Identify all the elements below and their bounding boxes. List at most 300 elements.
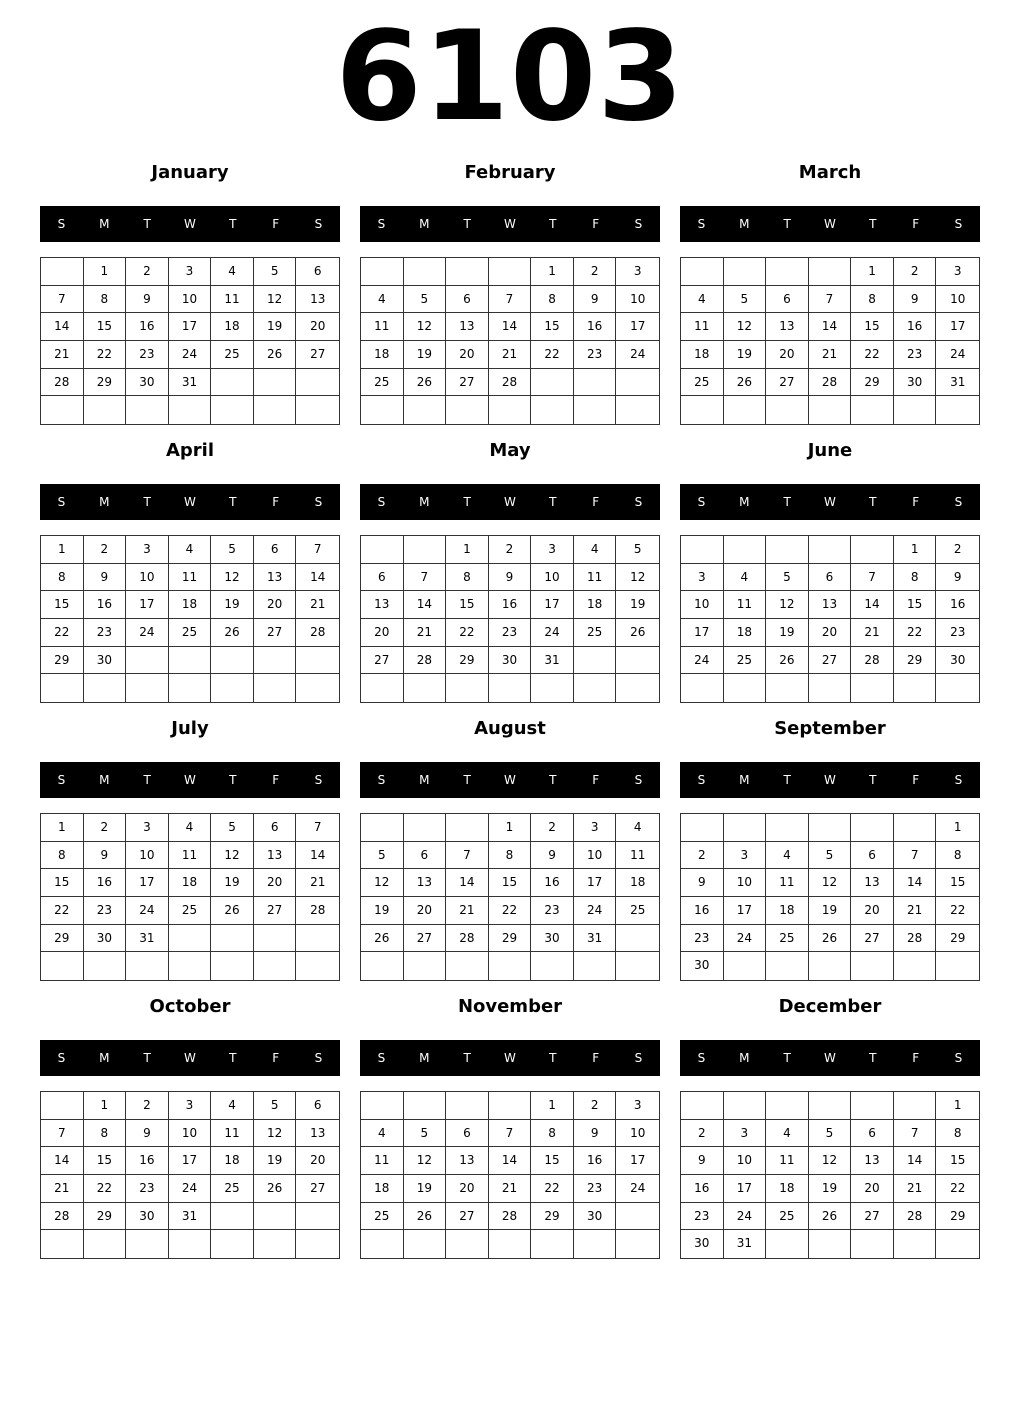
day-cell: 6 <box>851 842 894 870</box>
day-cell: 14 <box>489 1147 532 1175</box>
weekday-header <box>40 484 340 520</box>
day-grid <box>40 813 340 981</box>
day-cell: 16 <box>574 313 617 341</box>
day-cell: 23 <box>681 1203 724 1231</box>
day-cell: 18 <box>211 313 254 341</box>
empty-cell <box>724 674 767 702</box>
day-cell: 7 <box>894 1120 937 1148</box>
day-cell: 9 <box>574 1120 617 1148</box>
weekday-label: W <box>504 217 516 231</box>
empty-cell <box>211 925 254 953</box>
weekday-label: W <box>824 773 836 787</box>
day-cell: 5 <box>254 1092 297 1120</box>
weekday-label: S <box>57 773 66 787</box>
month-october <box>40 992 340 1262</box>
day-cell: 16 <box>126 1147 169 1175</box>
day-cell: 28 <box>296 619 339 647</box>
day-cell: 21 <box>404 619 447 647</box>
weekday-label: S <box>634 773 643 787</box>
day-cell: 30 <box>126 369 169 397</box>
day-cell: 10 <box>169 1120 212 1148</box>
empty-cell <box>126 674 169 702</box>
day-cell: 11 <box>361 1147 404 1175</box>
day-cell: 11 <box>574 564 617 592</box>
empty-cell <box>41 674 84 702</box>
day-cell: 3 <box>724 1120 767 1148</box>
day-cell: 27 <box>446 369 489 397</box>
day-cell: 1 <box>531 1092 574 1120</box>
empty-cell <box>254 952 297 980</box>
empty-cell <box>616 925 659 953</box>
day-cell: 5 <box>616 536 659 564</box>
day-cell: 13 <box>296 1120 339 1148</box>
day-cell: 6 <box>404 842 447 870</box>
day-cell: 24 <box>616 1175 659 1203</box>
empty-cell <box>489 674 532 702</box>
day-cell: 16 <box>894 313 937 341</box>
day-cell: 20 <box>446 1175 489 1203</box>
day-cell: 23 <box>126 341 169 369</box>
day-cell: 9 <box>126 1120 169 1148</box>
day-cell: 9 <box>489 564 532 592</box>
day-cell: 3 <box>724 842 767 870</box>
day-cell: 12 <box>404 313 447 341</box>
day-cell: 8 <box>41 842 84 870</box>
day-cell: 8 <box>84 286 127 314</box>
day-cell: 16 <box>681 1175 724 1203</box>
empty-cell <box>531 396 574 424</box>
empty-cell <box>296 1203 339 1231</box>
empty-cell <box>404 952 447 980</box>
day-cell: 15 <box>894 591 937 619</box>
empty-cell <box>211 396 254 424</box>
weekday-label: M <box>739 1051 750 1065</box>
day-cell: 31 <box>724 1230 767 1258</box>
day-cell: 2 <box>936 536 979 564</box>
empty-cell <box>531 952 574 980</box>
weekday-label: T <box>869 217 877 231</box>
day-cell: 27 <box>254 897 297 925</box>
empty-cell <box>361 1092 404 1120</box>
day-cell: 6 <box>446 1120 489 1148</box>
day-cell: 2 <box>84 536 127 564</box>
day-cell: 10 <box>126 564 169 592</box>
day-cell: 3 <box>681 564 724 592</box>
day-cell: 16 <box>936 591 979 619</box>
weekday-label: T <box>463 495 471 509</box>
day-cell: 19 <box>809 1175 852 1203</box>
empty-cell <box>361 674 404 702</box>
day-cell: 27 <box>254 619 297 647</box>
empty-cell <box>766 536 809 564</box>
day-cell: 19 <box>766 619 809 647</box>
weekday-label: T <box>229 1051 237 1065</box>
day-cell: 27 <box>851 925 894 953</box>
day-cell: 18 <box>169 869 212 897</box>
day-cell: 4 <box>766 842 809 870</box>
empty-cell <box>809 258 852 286</box>
day-cell: 12 <box>809 1147 852 1175</box>
day-cell: 5 <box>211 536 254 564</box>
empty-cell <box>489 952 532 980</box>
day-cell: 18 <box>574 591 617 619</box>
empty-cell <box>169 1230 212 1258</box>
day-cell: 11 <box>766 869 809 897</box>
day-cell: 26 <box>724 369 767 397</box>
day-cell: 14 <box>894 1147 937 1175</box>
empty-cell <box>724 258 767 286</box>
day-cell: 24 <box>724 1203 767 1231</box>
weekday-label: S <box>377 1051 386 1065</box>
empty-cell <box>169 925 212 953</box>
day-cell: 7 <box>809 286 852 314</box>
weekday-label: T <box>229 217 237 231</box>
day-cell: 22 <box>936 1175 979 1203</box>
month-name: June <box>807 440 853 461</box>
day-cell: 19 <box>254 313 297 341</box>
day-cell: 2 <box>574 258 617 286</box>
day-cell: 19 <box>211 591 254 619</box>
empty-cell <box>446 1230 489 1258</box>
day-cell: 31 <box>574 925 617 953</box>
day-cell: 31 <box>936 369 979 397</box>
day-cell: 10 <box>936 286 979 314</box>
empty-cell <box>361 536 404 564</box>
day-cell: 5 <box>766 564 809 592</box>
day-cell: 19 <box>724 341 767 369</box>
day-cell: 23 <box>894 341 937 369</box>
day-cell: 10 <box>724 1147 767 1175</box>
empty-cell <box>361 1230 404 1258</box>
day-cell: 3 <box>126 814 169 842</box>
empty-cell <box>894 674 937 702</box>
day-cell: 20 <box>254 869 297 897</box>
empty-cell <box>361 258 404 286</box>
weekday-label: S <box>697 217 706 231</box>
day-cell: 15 <box>531 1147 574 1175</box>
day-cell: 21 <box>296 869 339 897</box>
month-july <box>40 714 340 984</box>
empty-cell <box>936 674 979 702</box>
day-cell: 22 <box>446 619 489 647</box>
day-cell: 1 <box>84 258 127 286</box>
day-cell: 21 <box>894 897 937 925</box>
day-cell: 17 <box>169 313 212 341</box>
empty-cell <box>724 396 767 424</box>
day-cell: 13 <box>446 313 489 341</box>
month-name: October <box>149 996 231 1017</box>
day-cell: 9 <box>574 286 617 314</box>
day-cell: 31 <box>126 925 169 953</box>
day-cell: 29 <box>41 647 84 675</box>
empty-cell <box>446 258 489 286</box>
weekday-label: M <box>419 1051 430 1065</box>
empty-cell <box>404 258 447 286</box>
day-cell: 10 <box>681 591 724 619</box>
day-cell: 19 <box>404 1175 447 1203</box>
empty-cell <box>681 674 724 702</box>
day-cell: 28 <box>41 1203 84 1231</box>
day-cell: 14 <box>404 591 447 619</box>
weekday-label: M <box>419 495 430 509</box>
weekday-label: F <box>592 495 600 509</box>
day-cell: 16 <box>681 897 724 925</box>
day-cell: 15 <box>41 869 84 897</box>
weekday-label: M <box>419 217 430 231</box>
weekday-label: S <box>57 1051 66 1065</box>
day-cell: 25 <box>361 1203 404 1231</box>
day-cell: 7 <box>296 814 339 842</box>
day-cell: 14 <box>296 842 339 870</box>
day-cell: 25 <box>211 341 254 369</box>
day-cell: 9 <box>681 1147 724 1175</box>
weekday-label: F <box>272 217 280 231</box>
day-cell: 22 <box>84 1175 127 1203</box>
weekday-label: W <box>184 773 196 787</box>
day-cell: 30 <box>681 1230 724 1258</box>
empty-cell <box>616 952 659 980</box>
day-cell: 20 <box>446 341 489 369</box>
empty-cell <box>766 952 809 980</box>
day-cell: 25 <box>724 647 767 675</box>
day-cell: 2 <box>681 842 724 870</box>
day-cell: 17 <box>531 591 574 619</box>
empty-cell <box>489 1092 532 1120</box>
day-cell: 15 <box>489 869 532 897</box>
empty-cell <box>361 396 404 424</box>
weekday-label: M <box>419 773 430 787</box>
day-cell: 14 <box>851 591 894 619</box>
empty-cell <box>851 1092 894 1120</box>
day-grid <box>360 813 660 981</box>
day-cell: 13 <box>446 1147 489 1175</box>
empty-cell <box>254 647 297 675</box>
day-cell: 15 <box>84 313 127 341</box>
day-cell: 20 <box>809 619 852 647</box>
empty-cell <box>851 952 894 980</box>
day-cell: 22 <box>851 341 894 369</box>
day-cell: 20 <box>296 313 339 341</box>
day-cell: 19 <box>404 341 447 369</box>
day-cell: 26 <box>211 619 254 647</box>
day-grid <box>680 257 980 425</box>
day-cell: 14 <box>41 1147 84 1175</box>
day-cell: 25 <box>211 1175 254 1203</box>
empty-cell <box>851 396 894 424</box>
day-cell: 13 <box>254 842 297 870</box>
day-cell: 12 <box>766 591 809 619</box>
day-cell: 30 <box>894 369 937 397</box>
day-cell: 8 <box>531 1120 574 1148</box>
weekday-label: S <box>697 1051 706 1065</box>
weekday-label: F <box>592 217 600 231</box>
day-cell: 23 <box>126 1175 169 1203</box>
weekday-label: W <box>504 1051 516 1065</box>
day-cell: 4 <box>724 564 767 592</box>
weekday-label: W <box>824 217 836 231</box>
empty-cell <box>41 396 84 424</box>
month-may <box>360 436 660 706</box>
day-cell: 4 <box>574 536 617 564</box>
weekday-label: T <box>143 1051 151 1065</box>
day-cell: 26 <box>766 647 809 675</box>
day-cell: 9 <box>531 842 574 870</box>
weekday-label: S <box>634 1051 643 1065</box>
empty-cell <box>404 674 447 702</box>
empty-cell <box>446 674 489 702</box>
day-cell: 13 <box>361 591 404 619</box>
day-cell: 29 <box>894 647 937 675</box>
day-grid <box>40 1091 340 1259</box>
day-cell: 1 <box>446 536 489 564</box>
weekday-label: F <box>912 495 920 509</box>
empty-cell <box>936 396 979 424</box>
day-cell: 4 <box>169 814 212 842</box>
day-cell: 24 <box>724 925 767 953</box>
weekday-label: W <box>184 217 196 231</box>
day-cell: 7 <box>296 536 339 564</box>
day-cell: 21 <box>296 591 339 619</box>
weekday-label: T <box>229 495 237 509</box>
empty-cell <box>574 369 617 397</box>
day-cell: 4 <box>681 286 724 314</box>
weekday-label: S <box>314 217 323 231</box>
day-cell: 8 <box>531 286 574 314</box>
day-cell: 29 <box>489 925 532 953</box>
empty-cell <box>724 1092 767 1120</box>
empty-cell <box>681 396 724 424</box>
empty-cell <box>616 369 659 397</box>
day-cell: 21 <box>489 1175 532 1203</box>
empty-cell <box>169 396 212 424</box>
day-cell: 7 <box>894 842 937 870</box>
day-cell: 28 <box>489 1203 532 1231</box>
weekday-label: T <box>783 773 791 787</box>
day-cell: 27 <box>446 1203 489 1231</box>
weekday-label: S <box>314 1051 323 1065</box>
day-cell: 12 <box>361 869 404 897</box>
day-grid <box>360 535 660 703</box>
day-cell: 7 <box>404 564 447 592</box>
day-cell: 12 <box>254 1120 297 1148</box>
day-cell: 13 <box>766 313 809 341</box>
day-cell: 8 <box>446 564 489 592</box>
weekday-label: S <box>697 773 706 787</box>
day-cell: 1 <box>489 814 532 842</box>
day-cell: 13 <box>851 1147 894 1175</box>
day-cell: 3 <box>616 258 659 286</box>
empty-cell <box>616 396 659 424</box>
weekday-header <box>360 206 660 242</box>
empty-cell <box>809 952 852 980</box>
day-cell: 22 <box>531 1175 574 1203</box>
empty-cell <box>41 952 84 980</box>
day-cell: 5 <box>809 1120 852 1148</box>
day-cell: 30 <box>489 647 532 675</box>
empty-cell <box>446 396 489 424</box>
empty-cell <box>254 369 297 397</box>
day-cell: 28 <box>296 897 339 925</box>
day-cell: 13 <box>809 591 852 619</box>
day-cell: 11 <box>211 1120 254 1148</box>
day-cell: 25 <box>616 897 659 925</box>
weekday-header <box>40 206 340 242</box>
day-cell: 14 <box>296 564 339 592</box>
weekday-label: T <box>549 1051 557 1065</box>
empty-cell <box>446 1092 489 1120</box>
day-cell: 17 <box>616 313 659 341</box>
month-december <box>680 992 980 1262</box>
day-cell: 8 <box>936 842 979 870</box>
day-cell: 4 <box>211 1092 254 1120</box>
day-cell: 13 <box>404 869 447 897</box>
weekday-label: S <box>697 495 706 509</box>
day-cell: 3 <box>126 536 169 564</box>
day-cell: 3 <box>169 258 212 286</box>
day-cell: 13 <box>296 286 339 314</box>
day-cell: 30 <box>531 925 574 953</box>
empty-cell <box>851 674 894 702</box>
day-cell: 14 <box>446 869 489 897</box>
weekday-label: S <box>954 1051 963 1065</box>
empty-cell <box>211 952 254 980</box>
empty-cell <box>254 674 297 702</box>
day-cell: 20 <box>361 619 404 647</box>
day-cell: 8 <box>41 564 84 592</box>
month-june <box>680 436 980 706</box>
weekday-label: T <box>463 217 471 231</box>
day-cell: 2 <box>681 1120 724 1148</box>
day-cell: 1 <box>41 536 84 564</box>
day-cell: 26 <box>809 1203 852 1231</box>
day-cell: 28 <box>404 647 447 675</box>
empty-cell <box>169 952 212 980</box>
day-cell: 22 <box>41 619 84 647</box>
weekday-header <box>40 1040 340 1076</box>
weekday-label: F <box>272 773 280 787</box>
day-cell: 22 <box>489 897 532 925</box>
empty-cell <box>809 536 852 564</box>
day-cell: 31 <box>169 1203 212 1231</box>
day-cell: 4 <box>169 536 212 564</box>
empty-cell <box>211 674 254 702</box>
day-cell: 2 <box>531 814 574 842</box>
empty-cell <box>766 258 809 286</box>
empty-cell <box>404 396 447 424</box>
day-cell: 23 <box>936 619 979 647</box>
empty-cell <box>211 1230 254 1258</box>
day-cell: 1 <box>531 258 574 286</box>
day-cell: 28 <box>894 925 937 953</box>
day-cell: 18 <box>724 619 767 647</box>
empty-cell <box>404 1092 447 1120</box>
weekday-label: W <box>824 1051 836 1065</box>
weekday-label: T <box>549 217 557 231</box>
day-cell: 17 <box>616 1147 659 1175</box>
empty-cell <box>296 369 339 397</box>
day-cell: 27 <box>296 1175 339 1203</box>
day-cell: 7 <box>41 1120 84 1148</box>
weekday-label: T <box>783 495 791 509</box>
day-cell: 29 <box>851 369 894 397</box>
day-cell: 2 <box>126 258 169 286</box>
day-cell: 25 <box>574 619 617 647</box>
empty-cell <box>211 647 254 675</box>
empty-cell <box>84 952 127 980</box>
month-name: December <box>778 996 882 1017</box>
day-cell: 5 <box>361 842 404 870</box>
day-cell: 29 <box>531 1203 574 1231</box>
